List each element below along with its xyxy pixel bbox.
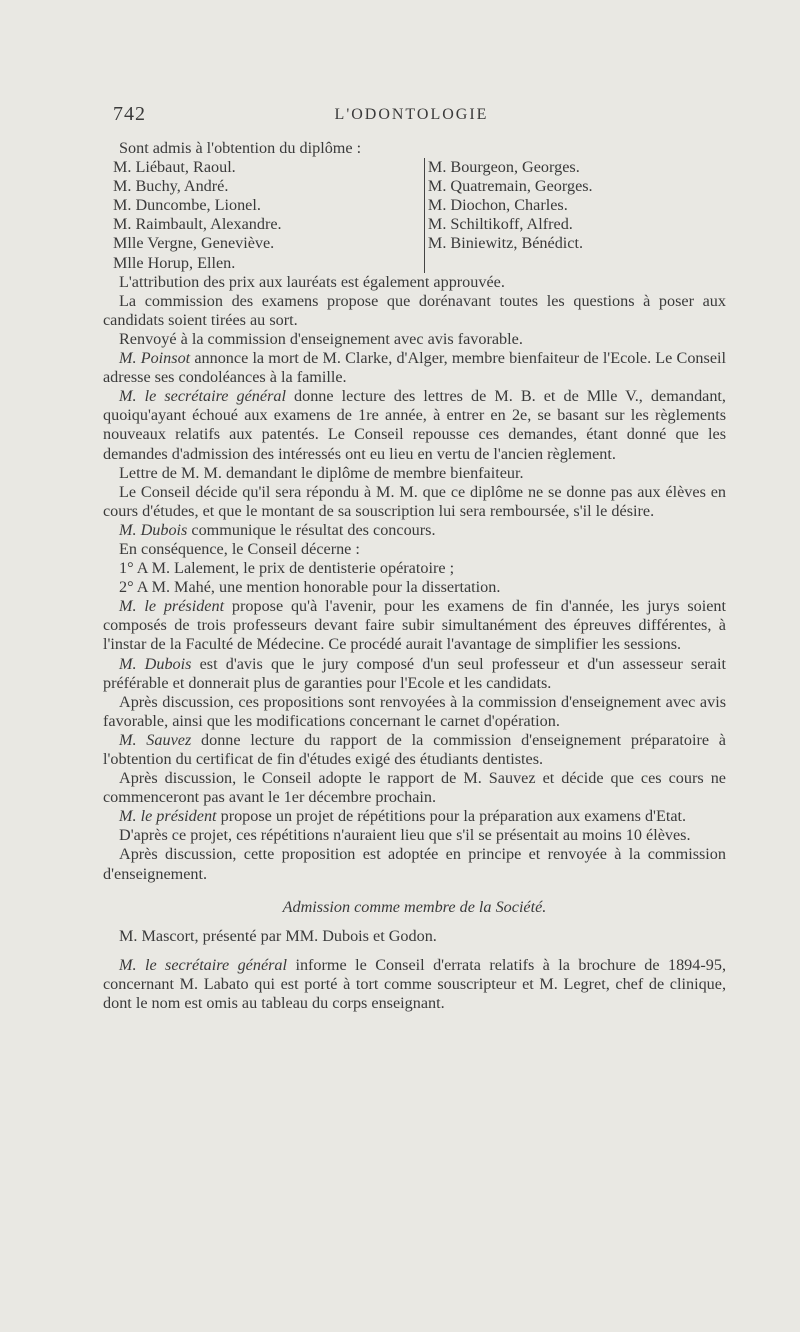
paragraph-text: donne lecture des lettres de M. B. et de Mlle V., demandant, quoiqu'ayant échoué aux examens de 1re année, à entrer en 2e, se basant sur les règlements nouveaux relatifs aux patentés. Le Conseil repousse ces demandes, étant donné que les demandes d'admission des intéressés ont eu lieu en vertu de l'ancien règlement.: [103, 387, 726, 463]
paragraph: Après discussion, ces propositions sont renvoyées à la commission d'enseignement avec avis favorable, ainsi que les modifications concernant le carnet d'opération.: [103, 692, 726, 730]
section-heading-text: Admission comme membre de la Société.: [282, 897, 547, 916]
graduate-name: M. Liébaut, Raoul.: [113, 158, 236, 177]
section-heading: [103, 898, 726, 917]
graduate-name: M. Buchy, André.: [113, 177, 229, 196]
paragraph: Après discussion, cette proposition est adoptée en principe et renvoyée à la commission d'enseignement.: [103, 845, 726, 883]
paragraph-text: est d'avis que le jury composé d'un seul professeur et d'un assesseur serait préférable et donnerait plus de garanties pour l'Ecole et les candidats.: [103, 654, 726, 692]
graduate-name: M. Raimbault, Alexandre.: [113, 215, 282, 234]
graduate-name: Mlle Horup, Ellen.: [113, 253, 236, 272]
paragraph-text: communique le résultat des concours.: [187, 520, 436, 539]
speaker-name: M. le président: [119, 807, 217, 826]
paragraph-text: informe le Conseil d'errata relatifs à la brochure de 1894-95, concernant M. Labato qui est porté à tort comme souscripteur et M. Legret, chef de clinique, dont le nom est omis au tableau du corps enseignant.: [103, 955, 726, 1013]
graduate-name: M. Duncombe, Lionel.: [113, 196, 261, 215]
graduate-name: M. Quatremain, Georges.: [427, 177, 593, 196]
paragraph: Le Conseil décide qu'il sera répondu à M. M. que ce diplôme ne se donne pas aux élèves en cours d'études, et que le montant de sa souscription lui sera remboursée, s'il le désire.: [103, 482, 726, 520]
graduates-left-column: [103, 158, 424, 273]
graduate-name: M. Biniewitz, Bénédict.: [427, 234, 584, 253]
paragraph: En conséquence, le Conseil décerne :: [119, 539, 360, 558]
graduate-name: M. Bourgeon, Georges.: [427, 158, 580, 177]
paragraph: M. Mascort, présenté par MM. Dubois et Godon.: [119, 926, 437, 945]
paragraph: [103, 731, 726, 769]
paragraph: [103, 655, 726, 693]
paragraph: [103, 807, 726, 826]
paragraph: 2° A M. Mahé, une mention honorable pour la dissertation.: [119, 578, 501, 597]
paragraph-text: annonce la mort de M. Clarke, d'Alger, membre bienfaiteur de l'Ecole. Le Conseil adresse ses condoléances à la famille.: [103, 349, 726, 387]
paragraph: [103, 597, 726, 654]
paragraph: Renvoyé à la commission d'enseignement avec avis favorable.: [119, 329, 523, 348]
paragraph-text: propose qu'à l'avenir, pour les examens de fin d'année, les jurys soient composés de trois professeurs devant faire subir simultanément des épreuves différentes, à l'instar de la Faculté de Médecine. Ce procédé aurait l'avantage de simplifier les sessions.: [103, 597, 726, 654]
paragraph: Après discussion, le Conseil adopte le rapport de M. Sauvez et décide que ces cours ne commenceront pas avant le 1er décembre prochain.: [103, 769, 726, 807]
speaker-name: M. le secrétaire général: [119, 955, 288, 974]
speaker-name: M. Sauvez: [119, 730, 192, 749]
running-title: L'ODONTOLOGIE: [334, 106, 489, 123]
paragraph: [103, 956, 726, 1013]
intro-line: Sont admis à l'obtention du diplôme :: [119, 139, 362, 157]
graduate-name: M. Schiltikoff, Alfred.: [427, 215, 573, 234]
speaker-name: M. le secrétaire général: [119, 387, 286, 406]
speaker-name: M. Dubois: [119, 654, 192, 673]
paragraph: [103, 349, 726, 387]
paragraph: 1° A M. Lalement, le prix de dentisterie opératoire ;: [119, 559, 455, 578]
paragraph: D'après ce projet, ces répétitions n'auraient lieu que s'il se présentait au moins 10 élèves.: [119, 826, 691, 845]
graduates-right-column: [424, 158, 726, 273]
speaker-name: M. Dubois: [119, 520, 188, 539]
paragraph: L'attribution des prix aux lauréats est également approuvée.: [119, 272, 505, 291]
speaker-name: M. le président: [119, 597, 225, 616]
paragraph: [103, 387, 726, 463]
graduate-name: M. Diochon, Charles.: [427, 196, 568, 215]
page-header: [113, 103, 710, 127]
paragraph: La commission des examens propose que dorénavant toutes les questions à poser aux candidats soient tirées au sort.: [103, 291, 726, 329]
paragraph: Lettre de M. M. demandant le diplôme de membre bienfaiteur.: [119, 463, 524, 482]
paragraph: [103, 521, 726, 540]
speaker-name: M. Poinsot: [119, 349, 191, 368]
page-number: 742: [113, 103, 146, 125]
paragraph-text: donne lecture du rapport de la commission d'enseignement préparatoire à l'obtention du certificat de fin d'études exigé des étudiants dentistes.: [103, 730, 726, 768]
paragraph-text: propose un projet de répétitions pour la préparation aux examens d'Etat.: [216, 807, 687, 826]
graduates-list: [103, 158, 726, 273]
graduate-name: Mlle Vergne, Geneviève.: [113, 234, 275, 253]
page-body: [103, 139, 726, 1013]
